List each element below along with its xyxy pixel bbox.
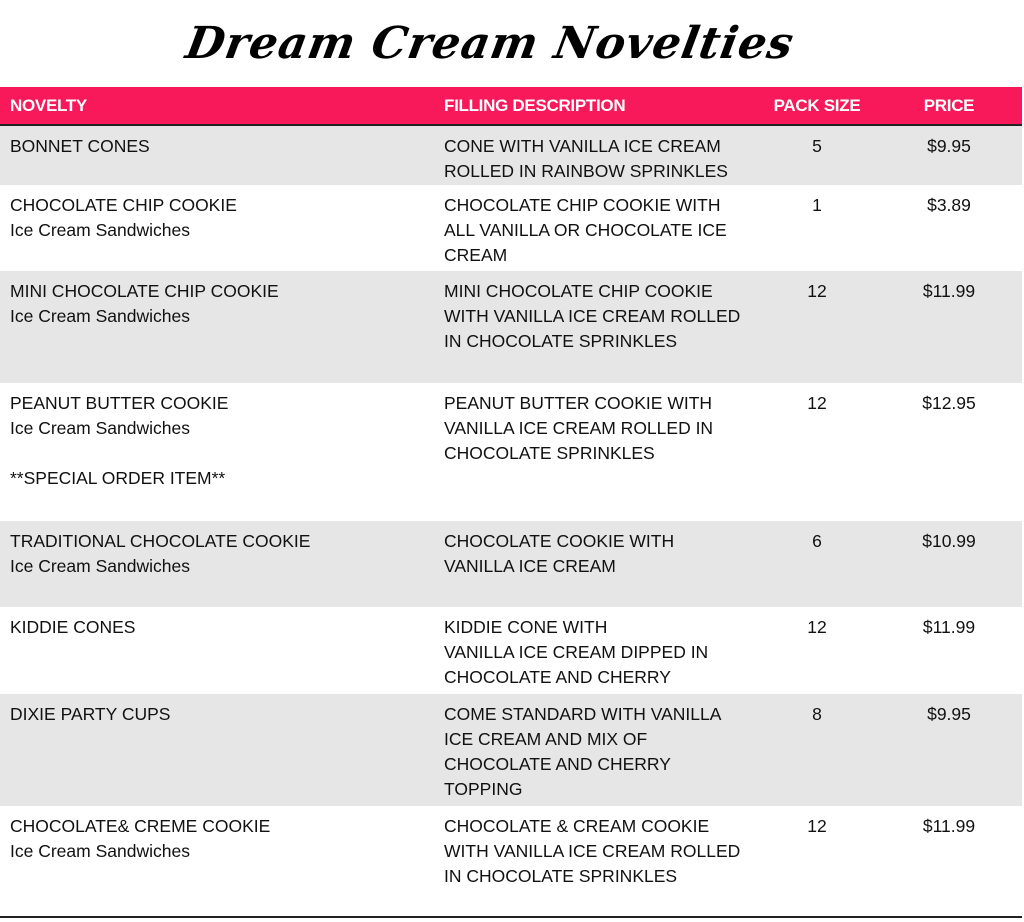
novelty-name: CHOCOLATE& CREME COOKIE (10, 816, 271, 836)
description-line: CHOCOLATE SPRINKLES (444, 443, 655, 463)
page-title: Dream Cream Novelties (182, 18, 798, 69)
novelty-cell (0, 694, 434, 806)
description-line: KIDDIE CONE WITH (444, 617, 608, 637)
description-line: VANILLA ICE CREAM (444, 556, 616, 576)
description-line: COME STANDARD WITH VANILLA (444, 704, 722, 724)
novelties-table (0, 87, 1022, 918)
novelty-cell (0, 806, 434, 917)
novelty-name: DIXIE PARTY CUPS (10, 704, 171, 724)
description-line: VANILLA ICE CREAM ROLLED IN (444, 418, 714, 438)
description-line: VANILLA ICE CREAM DIPPED IN (444, 642, 709, 662)
novelty-cell (0, 383, 434, 521)
description-cell (434, 185, 758, 271)
table-row (0, 521, 1022, 607)
description-line: CHOCOLATE AND CHERRY (444, 754, 671, 774)
novelty-subtitle: Ice Cream Sandwiches (10, 556, 190, 576)
description-line: ICE CREAM AND MIX OF (444, 729, 648, 749)
novelty-name: CHOCOLATE CHIP COOKIE (10, 195, 237, 215)
description-line: PEANUT BUTTER COOKIE WITH (444, 393, 713, 413)
price-cell: $9.95 (927, 704, 971, 724)
novelty-name: MINI CHOCOLATE CHIP COOKIE (10, 281, 279, 301)
novelty-name: KIDDIE CONES (10, 617, 136, 637)
description-line: TOPPING (444, 779, 523, 799)
special-order-note: **SPECIAL ORDER ITEM** (10, 468, 226, 488)
novelty-cell (0, 521, 434, 607)
price-cell: $11.99 (922, 816, 976, 836)
description-cell (434, 806, 758, 917)
table-row (0, 125, 1022, 185)
description-line: IN CHOCOLATE SPRINKLES (444, 331, 678, 351)
novelty-name: PEANUT BUTTER COOKIE (10, 393, 229, 413)
novelty-cell (0, 185, 434, 271)
price-cell: $9.95 (927, 136, 971, 156)
description-line: ROLLED IN RAINBOW SPRINKLES (444, 161, 728, 181)
header-novelty: NOVELTY (10, 96, 87, 115)
header-pack-size: PACK SIZE (773, 96, 861, 115)
description-cell (434, 383, 758, 521)
table-row (0, 806, 1022, 917)
table-row (0, 607, 1022, 694)
header-filling-description: FILLING DESCRIPTION (444, 96, 626, 115)
novelty-subtitle: Ice Cream Sandwiches (10, 418, 190, 438)
description-cell (434, 521, 758, 607)
novelty-subtitle: Ice Cream Sandwiches (10, 220, 190, 240)
description-line: ALL VANILLA OR CHOCOLATE ICE (444, 220, 727, 240)
pack-size-cell: 1 (812, 195, 822, 215)
price-cell: $3.89 (927, 195, 971, 215)
novelty-subtitle: Ice Cream Sandwiches (10, 841, 190, 861)
table-row (0, 185, 1022, 271)
price-cell: $12.95 (922, 393, 976, 413)
novelty-cell (0, 125, 434, 185)
description-cell (434, 607, 758, 694)
header-price: PRICE (923, 96, 975, 115)
novelty-name: BONNET CONES (10, 136, 150, 156)
pack-size-cell: 5 (812, 136, 822, 156)
novelty-cell (0, 607, 434, 694)
description-line: IN CHOCOLATE SPRINKLES (444, 866, 678, 886)
description-line: CHOCOLATE COOKIE WITH (444, 531, 675, 551)
table-row (0, 694, 1022, 806)
table-header-row (0, 87, 1022, 125)
pack-size-cell: 12 (807, 281, 827, 301)
description-line: MINI CHOCOLATE CHIP COOKIE (444, 281, 713, 301)
price-cell: $11.99 (922, 281, 976, 301)
pack-size-cell: 12 (807, 393, 827, 413)
description-line: CHOCOLATE CHIP COOKIE WITH (444, 195, 721, 215)
novelty-name: TRADITIONAL CHOCOLATE COOKIE (10, 531, 311, 551)
pack-size-cell: 8 (812, 704, 822, 724)
pack-size-cell: 12 (807, 816, 827, 836)
novelty-subtitle: Ice Cream Sandwiches (10, 306, 190, 326)
description-cell (434, 694, 758, 806)
pack-size-cell: 12 (807, 617, 827, 637)
description-line: CREAM (444, 245, 508, 265)
description-line: CHOCOLATE AND CHERRY (444, 667, 671, 687)
description-line: WITH VANILLA ICE CREAM ROLLED (444, 306, 741, 326)
description-cell (434, 271, 758, 383)
price-cell: $11.99 (922, 617, 976, 637)
description-line: WITH VANILLA ICE CREAM ROLLED (444, 841, 741, 861)
description-cell (434, 125, 758, 185)
novelty-cell (0, 271, 434, 383)
price-cell: $10.99 (922, 531, 976, 551)
table-row (0, 383, 1022, 521)
pack-size-cell: 6 (812, 531, 822, 551)
description-line: CONE WITH VANILLA ICE CREAM (444, 136, 721, 156)
description-line: CHOCOLATE & CREAM COOKIE (444, 816, 710, 836)
table-row (0, 271, 1022, 383)
